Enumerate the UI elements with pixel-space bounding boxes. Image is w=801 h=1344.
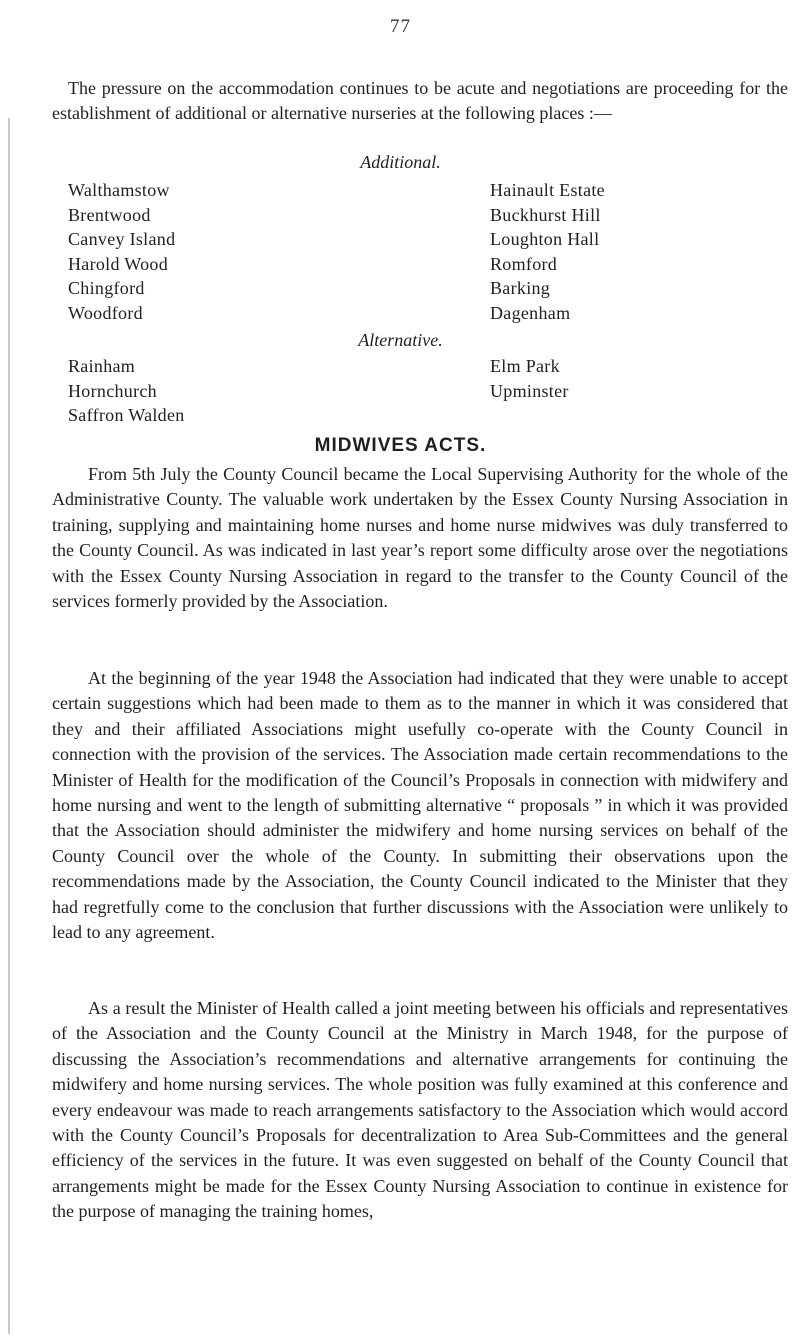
list-item: Canvey Island <box>68 229 176 249</box>
alternative-list-right <box>490 354 569 403</box>
alternative-list-left <box>68 354 185 428</box>
body-paragraph: As a result the Minister of Health called a joint meeting between his officials and representatives of the Association and the County Council at the Ministry in March 1948, for the purpose of discussing the Association’s recommendations and alternative arrangements for continuing the midwifery and home nursing services. The whole position was fully examined at this conference and every endeavour was made to reach arrangements satisfactory to the Association which would accord with the County Council’s Proposals for decentralization to Area Sub-Committees and the general efficiency of the services in the future. It was even suggested on behalf of the County Council that arrangements might be made for the Essex County Nursing Association to continue in existence for the purpose of managing the training homes, <box>52 998 788 1222</box>
list-item: Upminster <box>490 380 569 401</box>
list-item: Rainham <box>68 356 136 376</box>
body-paragraph: At the beginning of the year 1948 the Association had indicated that they were unable to accept certain suggestions which had been made to them as to the manner in which it was considered that they and their affiliated Associations might usefully co-operate with the County Council in connection with the provision of the services. The Association made certain recommendations to the Minister of Health for the modification of the Council’s Proposals in connection with midwifery and home nursing and went to the length of submitting alternative “ proposals ” in which it was provided that the Association should administer the midwifery and home nursing services on behalf of the County Council over the whole of the County. In submitting their observations upon the recommendations made by the Association, the County Council indicated to the Minister that they had regretfully come to the conclusion that further discussions with the Association were unlikely to lead to any agreement. <box>52 668 788 943</box>
page-edge-shadow <box>8 118 10 1334</box>
intro-paragraph: The pressure on the accommodation continues to be acute and negotiations are proceeding for the establishment of additional or alternative nurseries at the following places :— <box>52 78 788 124</box>
additional-heading: Additional. <box>360 152 441 172</box>
list-item: Dagenham <box>490 302 571 323</box>
list-item: Woodford <box>68 302 143 323</box>
list-item: Romford <box>490 253 558 274</box>
list-item: Harold Wood <box>68 253 169 274</box>
list-item: Loughton Hall <box>490 229 600 249</box>
list-item: Buckhurst Hill <box>490 204 601 225</box>
list-item: Brentwood <box>68 204 151 225</box>
alternative-heading: Alternative. <box>358 330 443 350</box>
list-item: Hainault Estate <box>490 180 605 200</box>
additional-list-left <box>68 178 175 325</box>
list-item: Saffron Walden <box>68 405 185 425</box>
additional-list-right <box>490 178 605 325</box>
body-paragraph: From 5th July the County Council became the Local Supervising Authority for the whole of the Administrative County. The valuable work undertaken by the Essex County Nursing Association in training, supplying and maintaining home nurses and home nurse midwives was duly transferred to the County Council. As was indicated in last year’s report some difficulty arose over the negotiations with the Essex County Nursing Association in regard to the transfer to the County Council of the services formerly provided by the Association. <box>52 464 788 612</box>
list-item: Elm Park <box>490 356 560 376</box>
list-item: Barking <box>490 278 551 298</box>
list-item: Chingford <box>68 278 145 298</box>
list-item: Walthamstow <box>68 180 170 200</box>
page-number: 77 <box>390 16 411 37</box>
section-heading: MIDWIVES ACTS. <box>314 435 487 456</box>
list-item: Hornchurch <box>68 380 157 401</box>
